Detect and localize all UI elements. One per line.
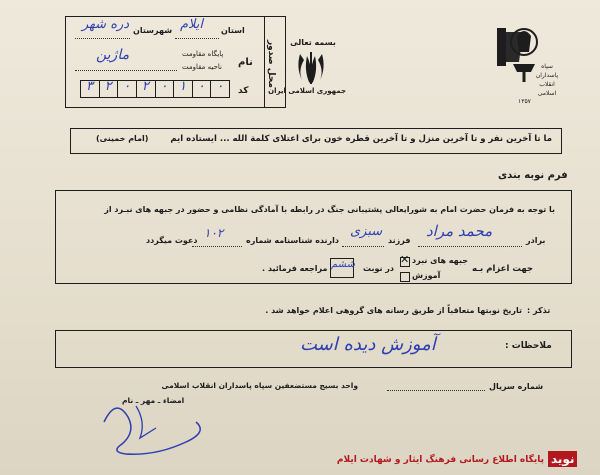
unit-caption: واحد بسیج مستضعفین سپاه پاسداران انقلاب اسلامی [161, 381, 358, 390]
body-line-1: با توجه به فرمان حضرت امام به شورایعالی پشتیبانی جنگ در رابطه با آمادگی نظامی و حضور در جبهه های نبـرد از [104, 205, 555, 214]
code-cell: ۳ [80, 80, 99, 98]
father-line [342, 246, 384, 247]
quote-text: ما تا آخرین نفر و تا آخرین منزل و تا آخرین قطره خون برای اعتلای کلمة الله ... ایستاده ایم [170, 134, 552, 144]
province-value: ایلام [180, 17, 204, 32]
watermark-text: پایگاه اطلاع رسانی فرهنگ ایثار و شهادت ایلام [336, 455, 544, 465]
serial-line [387, 390, 485, 391]
form-title: فرم نوبه بندی [498, 170, 568, 181]
signature-scribble [96, 392, 216, 462]
code-cell: ۱ [173, 80, 192, 98]
refer-text: مراجعه فرمائید . [262, 264, 328, 273]
republic-caption: جمهوری اسلامی ایران [268, 87, 346, 95]
name-label: نام [238, 57, 253, 68]
city-value: دره شهر [82, 17, 130, 32]
id-line [192, 246, 242, 247]
turn-value: ششم [331, 259, 355, 270]
province-label: استان [221, 26, 245, 35]
signature-label: امضاء ـ مهر ـ نام [122, 396, 185, 405]
base-label: پایگاه مقاومت [182, 50, 224, 58]
code-cell: ۰ [192, 80, 211, 98]
invite-text: دعوت میگردد [146, 236, 198, 245]
training-checkbox[interactable] [400, 272, 410, 282]
code-cell: ۰ [155, 80, 174, 98]
code-cell: ۰ [210, 80, 230, 98]
id-label: دارنده شناسنامه شماره [246, 236, 340, 245]
area-label: ناحیه مقاومت [182, 63, 222, 71]
person-name: محمد مراد [426, 222, 493, 240]
dispatch-label: جهت اعزام بـه [472, 264, 534, 274]
name-line [75, 70, 177, 71]
code-cell: ۲ [136, 80, 155, 98]
training-label: آموزش [412, 271, 441, 280]
code-cells [80, 80, 230, 98]
child-of-label: فرزند [388, 236, 411, 245]
code-cell: ۰ [117, 80, 136, 98]
checkmark-icon: ✕ [400, 253, 410, 266]
code-cell: ۲ [99, 80, 118, 98]
remarks-value: آموزش دیده است [300, 334, 436, 355]
city-line [75, 38, 130, 39]
name-line-2 [418, 246, 522, 247]
remarks-label: ملاحظات : [505, 341, 552, 351]
note-text: تاریخ نوبتها متعاقباً از طریق رسانه های گروهی اعلام خواهد شد . [265, 306, 522, 315]
irgc-caption: سپاه پاسداران انقلاب اسلامی [535, 63, 559, 97]
iran-emblem [294, 50, 328, 86]
note-label: تذکر : [527, 306, 551, 315]
city-label: شهرستان [133, 26, 173, 35]
bradar-label: برادر [526, 236, 546, 245]
quote-author: (امام خمینی) [96, 134, 149, 143]
bismillah: بسمه تعالی [290, 38, 336, 47]
issue-side-label: محل صدور [266, 40, 276, 88]
name-value: ماژین [96, 47, 130, 63]
watermark-brand: نوید [548, 451, 577, 467]
code-label: کد [238, 86, 249, 96]
fronts-label: جبهه های نبرد [412, 256, 468, 265]
serial-label: شماره سریال [489, 382, 544, 391]
father-name: سبزی [350, 224, 383, 239]
turn-label: در نوبت [363, 264, 394, 273]
province-line [175, 38, 219, 39]
irgc-year: ۱۳۵۷ [518, 98, 531, 105]
id-value: ۱۰۲ [204, 226, 224, 240]
